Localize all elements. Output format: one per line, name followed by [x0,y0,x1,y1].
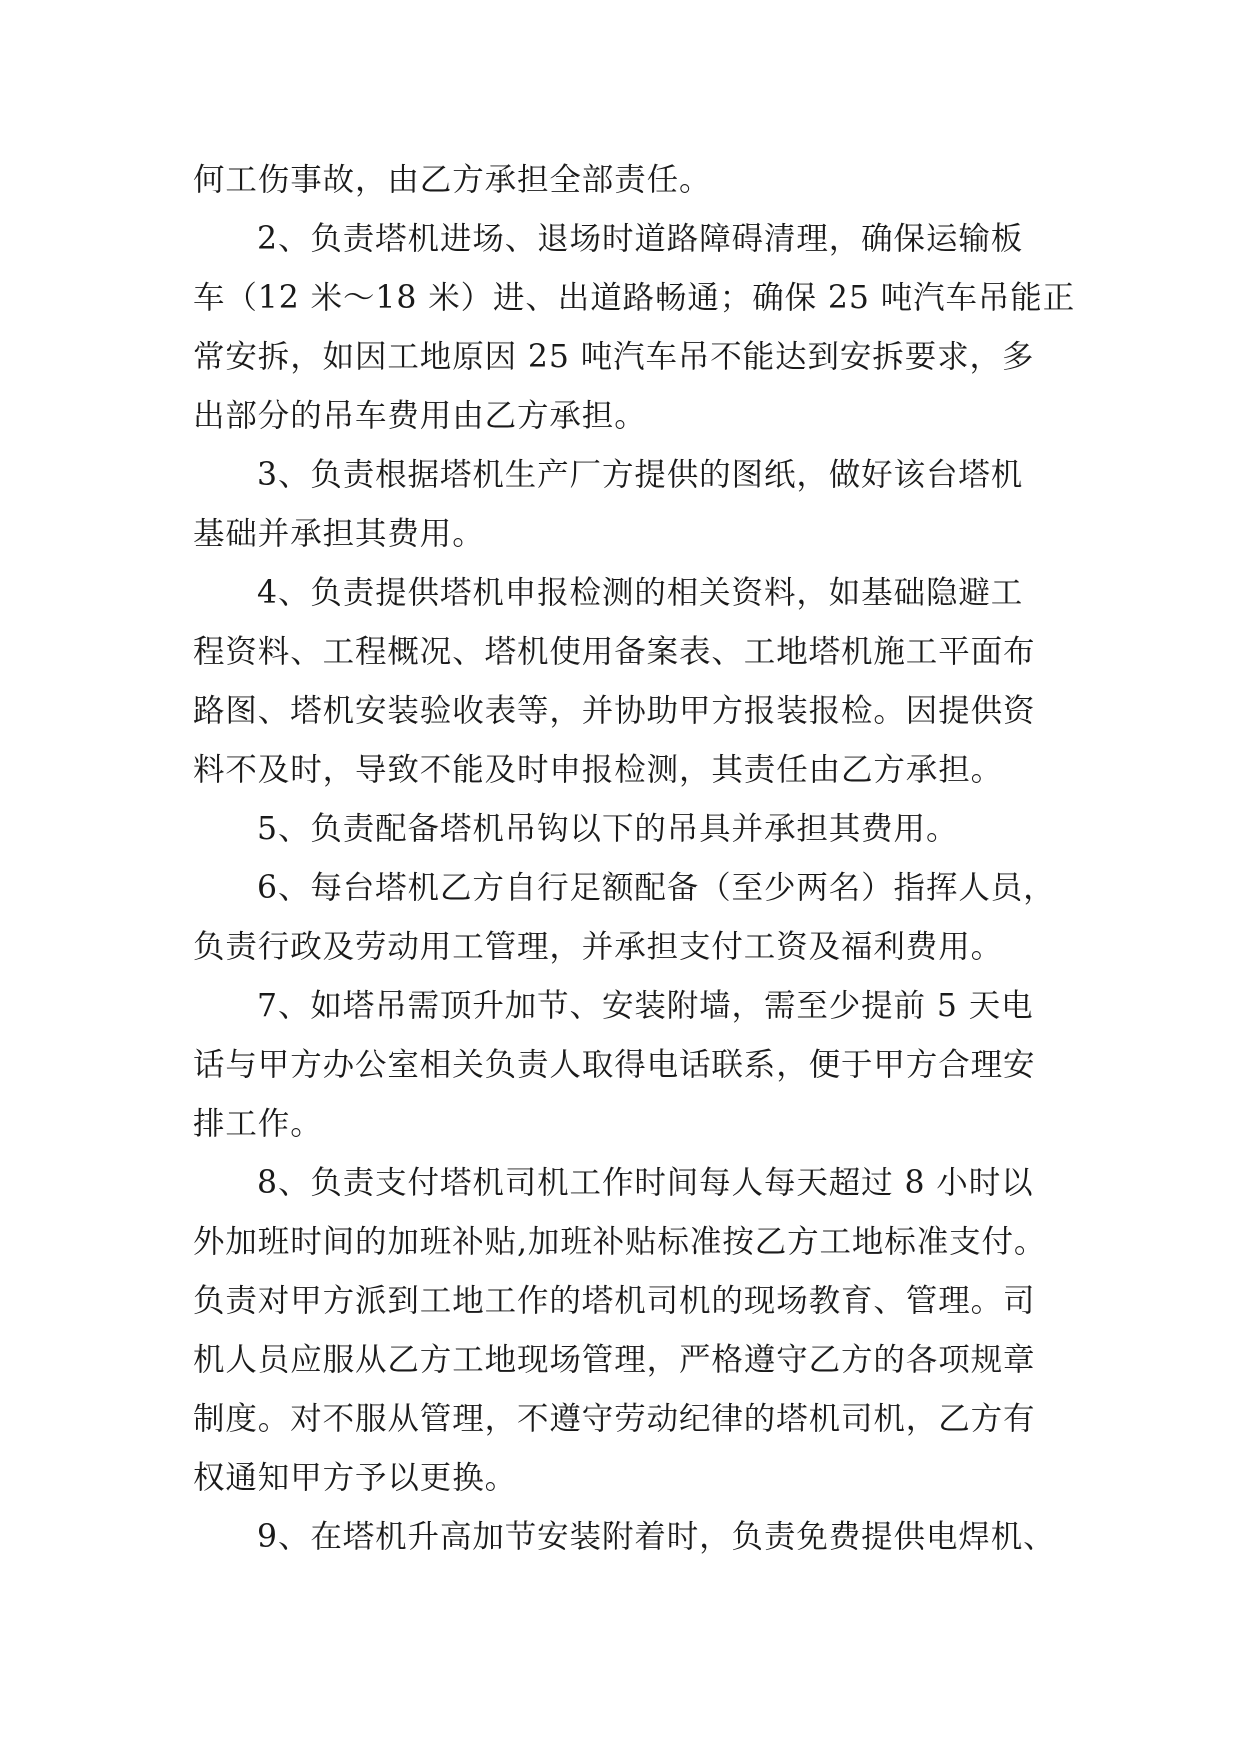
text-line: 8、负责支付塔机司机工作时间每人每天超过 8 小时以 [257,1165,1034,1201]
text-line: 话与甲方办公室相关负责人取得电话联系，便于甲方合理安 [193,1047,1036,1083]
text-line: 9、在塔机升高加节安装附着时，负责免费提供电焊机、 [257,1519,1056,1555]
text-line: 路图、塔机安装验收表等，并协助甲方报装报检。因提供资 [193,693,1036,729]
text-line: 何工伤事故，由乙方承担全部责任。 [193,162,712,198]
text-line: 车（12 米～18 米）进、出道路畅通；确保 25 吨汽车吊能正 [193,280,1076,316]
text-line: 常安拆，如因工地原因 25 吨汽车吊不能达到安拆要求，多 [193,339,1035,375]
document-body [193,160,1076,1576]
text-line: 负责对甲方派到工地工作的塔机司机的现场教育、管理。司 [193,1283,1036,1319]
text-line: 2、负责塔机进场、退场时道路障碍清理，确保运输板 [257,221,1024,257]
text-line: 3、负责根据塔机生产厂方提供的图纸，做好该台塔机 [257,457,1024,493]
text-line: 机人员应服从乙方工地现场管理，严格遵守乙方的各项规章 [193,1342,1036,1378]
text-line: 基础并承担其费用。 [193,516,485,552]
text-line: 4、负责提供塔机申报检测的相关资料，如基础隐避工 [257,575,1024,611]
text-line: 程资料、工程概况、塔机使用备案表、工地塔机施工平面布 [193,634,1036,670]
text-line: 排工作。 [193,1106,323,1142]
text-line: 7、如塔吊需顶升加节、安装附墙，需至少提前 5 天电 [257,988,1034,1024]
text-line: 出部分的吊车费用由乙方承担。 [193,398,647,434]
text-line: 6、每台塔机乙方自行足额配备（至少两名）指挥人员， [257,870,1056,906]
text-line: 外加班时间的加班补贴,加班补贴标准按乙方工地标准支付。 [193,1224,1047,1260]
text-line: 5、负责配备塔机吊钩以下的吊具并承担其费用。 [257,811,959,847]
text-line: 制度。对不服从管理，不遵守劳动纪律的塔机司机，乙方有 [193,1401,1036,1437]
text-line: 权通知甲方予以更换。 [193,1460,518,1496]
text-line: 负责行政及劳动用工管理，并承担支付工资及福利费用。 [193,929,1004,965]
text-line: 料不及时，导致不能及时申报检测，其责任由乙方承担。 [193,752,1004,788]
